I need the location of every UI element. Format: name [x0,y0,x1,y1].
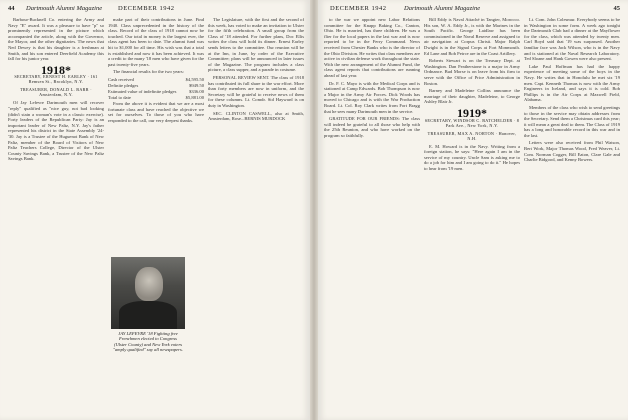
page-number: 45 [613,5,620,12]
photo-caption: JAY LEFEVRE '18 Fighting free Frenchmen elected to Congress (Ulster County) and New York voters "amply qualified" say all newspapers. [113,331,183,353]
financials-heading: The financial results for the two years: [113,69,184,75]
page-gutter [310,0,318,420]
magazine-title: Dartmouth Alumni Magazine [404,5,481,12]
financial-row: Cash received $4,595.50 [108,76,204,82]
paragraph: Letters were also received from Phil Watson, Bert Work, Major Thomas Wood, Fred Weaver, Lt. Com. Norman Cogger, Bill Eaton, Clare Gale and Charlie Bidgood, and Kenny Bowers. [524,140,620,163]
running-head-right [326,5,620,15]
paragraph: GRATITUDE FOR OUR FRIENDS: The class will indeed be grateful to all those who help with the 25th Reunion, and who have worked on the program so faithfully. [324,116,420,138]
paragraph: E. M. Howard is in the Navy. Writing from a foreign station, he says: "Here again I am in the service of my country. Uncle Sam is asking me to do a job for him and I am going to do it." He hopes to hear from '19 men. [424,143,520,171]
class-year-heading: 1919* [457,105,487,120]
right-page [318,0,628,420]
issue-date: DECEMBER 1942 [330,5,387,12]
right-column-1 [324,17,420,417]
class-year-heading: 1918* [41,62,71,77]
left-column-2 [108,17,204,255]
financial-row: Estimated value of indefinite pledges $336.00 [108,88,204,94]
paragraph: PERSONAL REVIEW SENT. The class of 1918 has contributed its full share to the war effort. More than forty members are now in uniform, and the Secretary will be grateful to receive news of them for these columns. Lt. Comdr. Sid Hayward is on duty in Washington. [208,74,304,108]
page-number: 44 [8,5,15,12]
left-column-3 [208,17,304,417]
paragraph: From the above it is evident that we are a most fortunate class and have reached the objective we set for ourselves. To those of you who have responded to the call, our very deepest thanks. [108,100,204,123]
right-column-2 [424,17,520,417]
right-column-3 [524,17,620,417]
financial-row: Definite pledges $949.50 [108,82,204,88]
running-head-left [8,5,302,15]
class-secretary: SECRETARY, ERNEST H. EARLEY · 161 Remsen St., Brooklyn, N.Y. [14,74,98,85]
left-page [0,0,310,420]
financial-row: Total to date $5,881.00 [108,94,204,100]
paragraph: Barney and Madeleine Collins announce the marriage of their daughter, Madeleine, to George Ashley Blair Jr. [424,88,520,105]
paragraph: to the war we appoint new Labor Relations committee for the Knapp Baking Co., Canton, Ohio. He is married, has three children. He was a flier for the local papers in the last war and is now reported to be in the Ferry Command. News received from Chester Banks who is the director of the Ohio Division. He writes that class members are active in civilian defense work throughout the state. With the new arrangement of the Alumni Fund, the class agent reports that contributions are running ahead of last year. [324,17,420,78]
class-treasurer: TREASURER, MAX A. NORTON · Hanover, N.H. [427,130,517,141]
paragraph: The Legislature, with the first and the second of this week, has voted to make an invitation to Ulster for the fifth celebration. A small group from the Class of '18 attended. For further plans, Doc Ellis writes the class will hold its dinner. Ernest Earley sends letters to the committee. Our reunion will be at the Inn, in June, by order of the Executive Committee; plans will be announced in later issues of the Magazine. The program includes a class picture, a class supper, and a parade in costume. [208,17,304,73]
magazine-title: Dartmouth Alumni Magazine [26,5,103,12]
portrait-photo [111,257,185,329]
portrait-body [119,301,177,329]
issue-date: DECEMBER 1942 [118,5,175,12]
paragraph: Roberts Stewart is on the Treasury Dept. at Washington. Dan Featherstone is a major in Army Ordnance. Bud Morse is on leave from his firm to serve with the Office of Price Administration in Boston. [424,58,520,86]
class-treasurer: TREASURER, DONALD L. BARR · Amsterdam, N.Y. [20,87,92,98]
left-column-1 [8,17,104,417]
paragraph: Members of the class who wish to send greetings to those in the service may obtain addresses from the Secretary. Send them a Christmas card this year; it will mean a great deal to them. The Class of 1919 has a long and honorable record in this war and in the last. [524,104,620,138]
paragraph: Barbour-Bucknell Co. entering the Army and Navy "E" award. It was a pleasure to have "p" so prominently represented in the picture which accompanied the article, along with the Governor, the Mayor, and the other dignitaries. The news that Ned Dewey is that his daughter is a freshman at Smith, and his son entered Deerfield Academy this fall for his junior year. [8,17,104,62]
paragraph: make part of their contributions in June. Find 1940. Class unprecedented in the history of the class. Record of the class of 1918 cannot now be touched. Our total in money is the largest ever, the class agent has been to date. The alumni fund was hit to $1,000 for all time. His wish was that a total is established and now it has been achieved. It was a credit to the many '18 men who have given for the past twenty-five years. [108,17,204,67]
paragraph: Lt. Com. John Colesmur. Everybody seems to be in Washington in some form. A week ago tonight the Dartmouth Club had a dinner at the Mayflower for the class, which was attended by twenty men. Carl Boyd said that '19 was surpassed. Another familiar face was Jack Wilson, who is in the Navy and is stationed at the Naval Research Laboratory. Ted Sloane and Hank Gowen were also present. [524,17,620,62]
paragraph: Bill Eddy is Naval Attaché in Tangier, Morocco. His son, W. A. Eddy Jr., is with the Marines in the South Pacific. George Laidlaw has been commissioned in the Naval Reserve and assigned to air navigation at Corpus Christi. Major Ralph Dwight is in the Signal Corps at Fort Monmouth. Ed Lane and Bob Peirce are in the Coast Artillery. [424,17,520,56]
signature-line: SEC. CLINTON CASWELL, also at Smith, Amsterdam, Rose...BERNIS MURDOCK [208,110,304,122]
class-secretary: SECRETARY, WINDSOR C. BATCHELDER · 8 Park Ave., New York, N.Y. [424,117,520,128]
financial-table [108,77,204,101]
paragraph: Of Jay Lefevre Dartmouth men will recover "reply" qualified as "nice guy, not bad looking (didn't stain a woman's vote in a classic exercise). Forty leaders of the Republican Party: Jay is an important leader of New Paltz, N.Y. Jay's father represented his district in the State Assembly '24-'30. Jay is a Trustee of the Huguenot Bank of New Paltz, member of the Board of Visitors of New Paltz Teachers College, Director of the Ulster County Savings Bank, a Trustee of the New Paltz Savings Bank. [8,100,104,162]
paragraph: Lake Paul Hoffman has had the happy experience of meeting some of the boys in the Navy. He writes that in Honolulu he met six '19 men. Capt. Kenneth Thomas is now with the Army Engineers in Iceland, and says it is cold. Bob Phillips is in the Air Corps at Maxwell Field, Alabama. [524,63,620,103]
paragraph: Dr. F. C. Mayo is with the Medical Corps and is stationed at Camp Edwards. Bob Thompson is now a Major in the Army Air Forces. Dick Woods has moved to Chicago and is with the War Production Board. Lt. Col. Roy Clark writes from Fort Bragg that he sees many Dartmouth men in the service. [324,80,420,114]
portrait-head [135,267,163,301]
